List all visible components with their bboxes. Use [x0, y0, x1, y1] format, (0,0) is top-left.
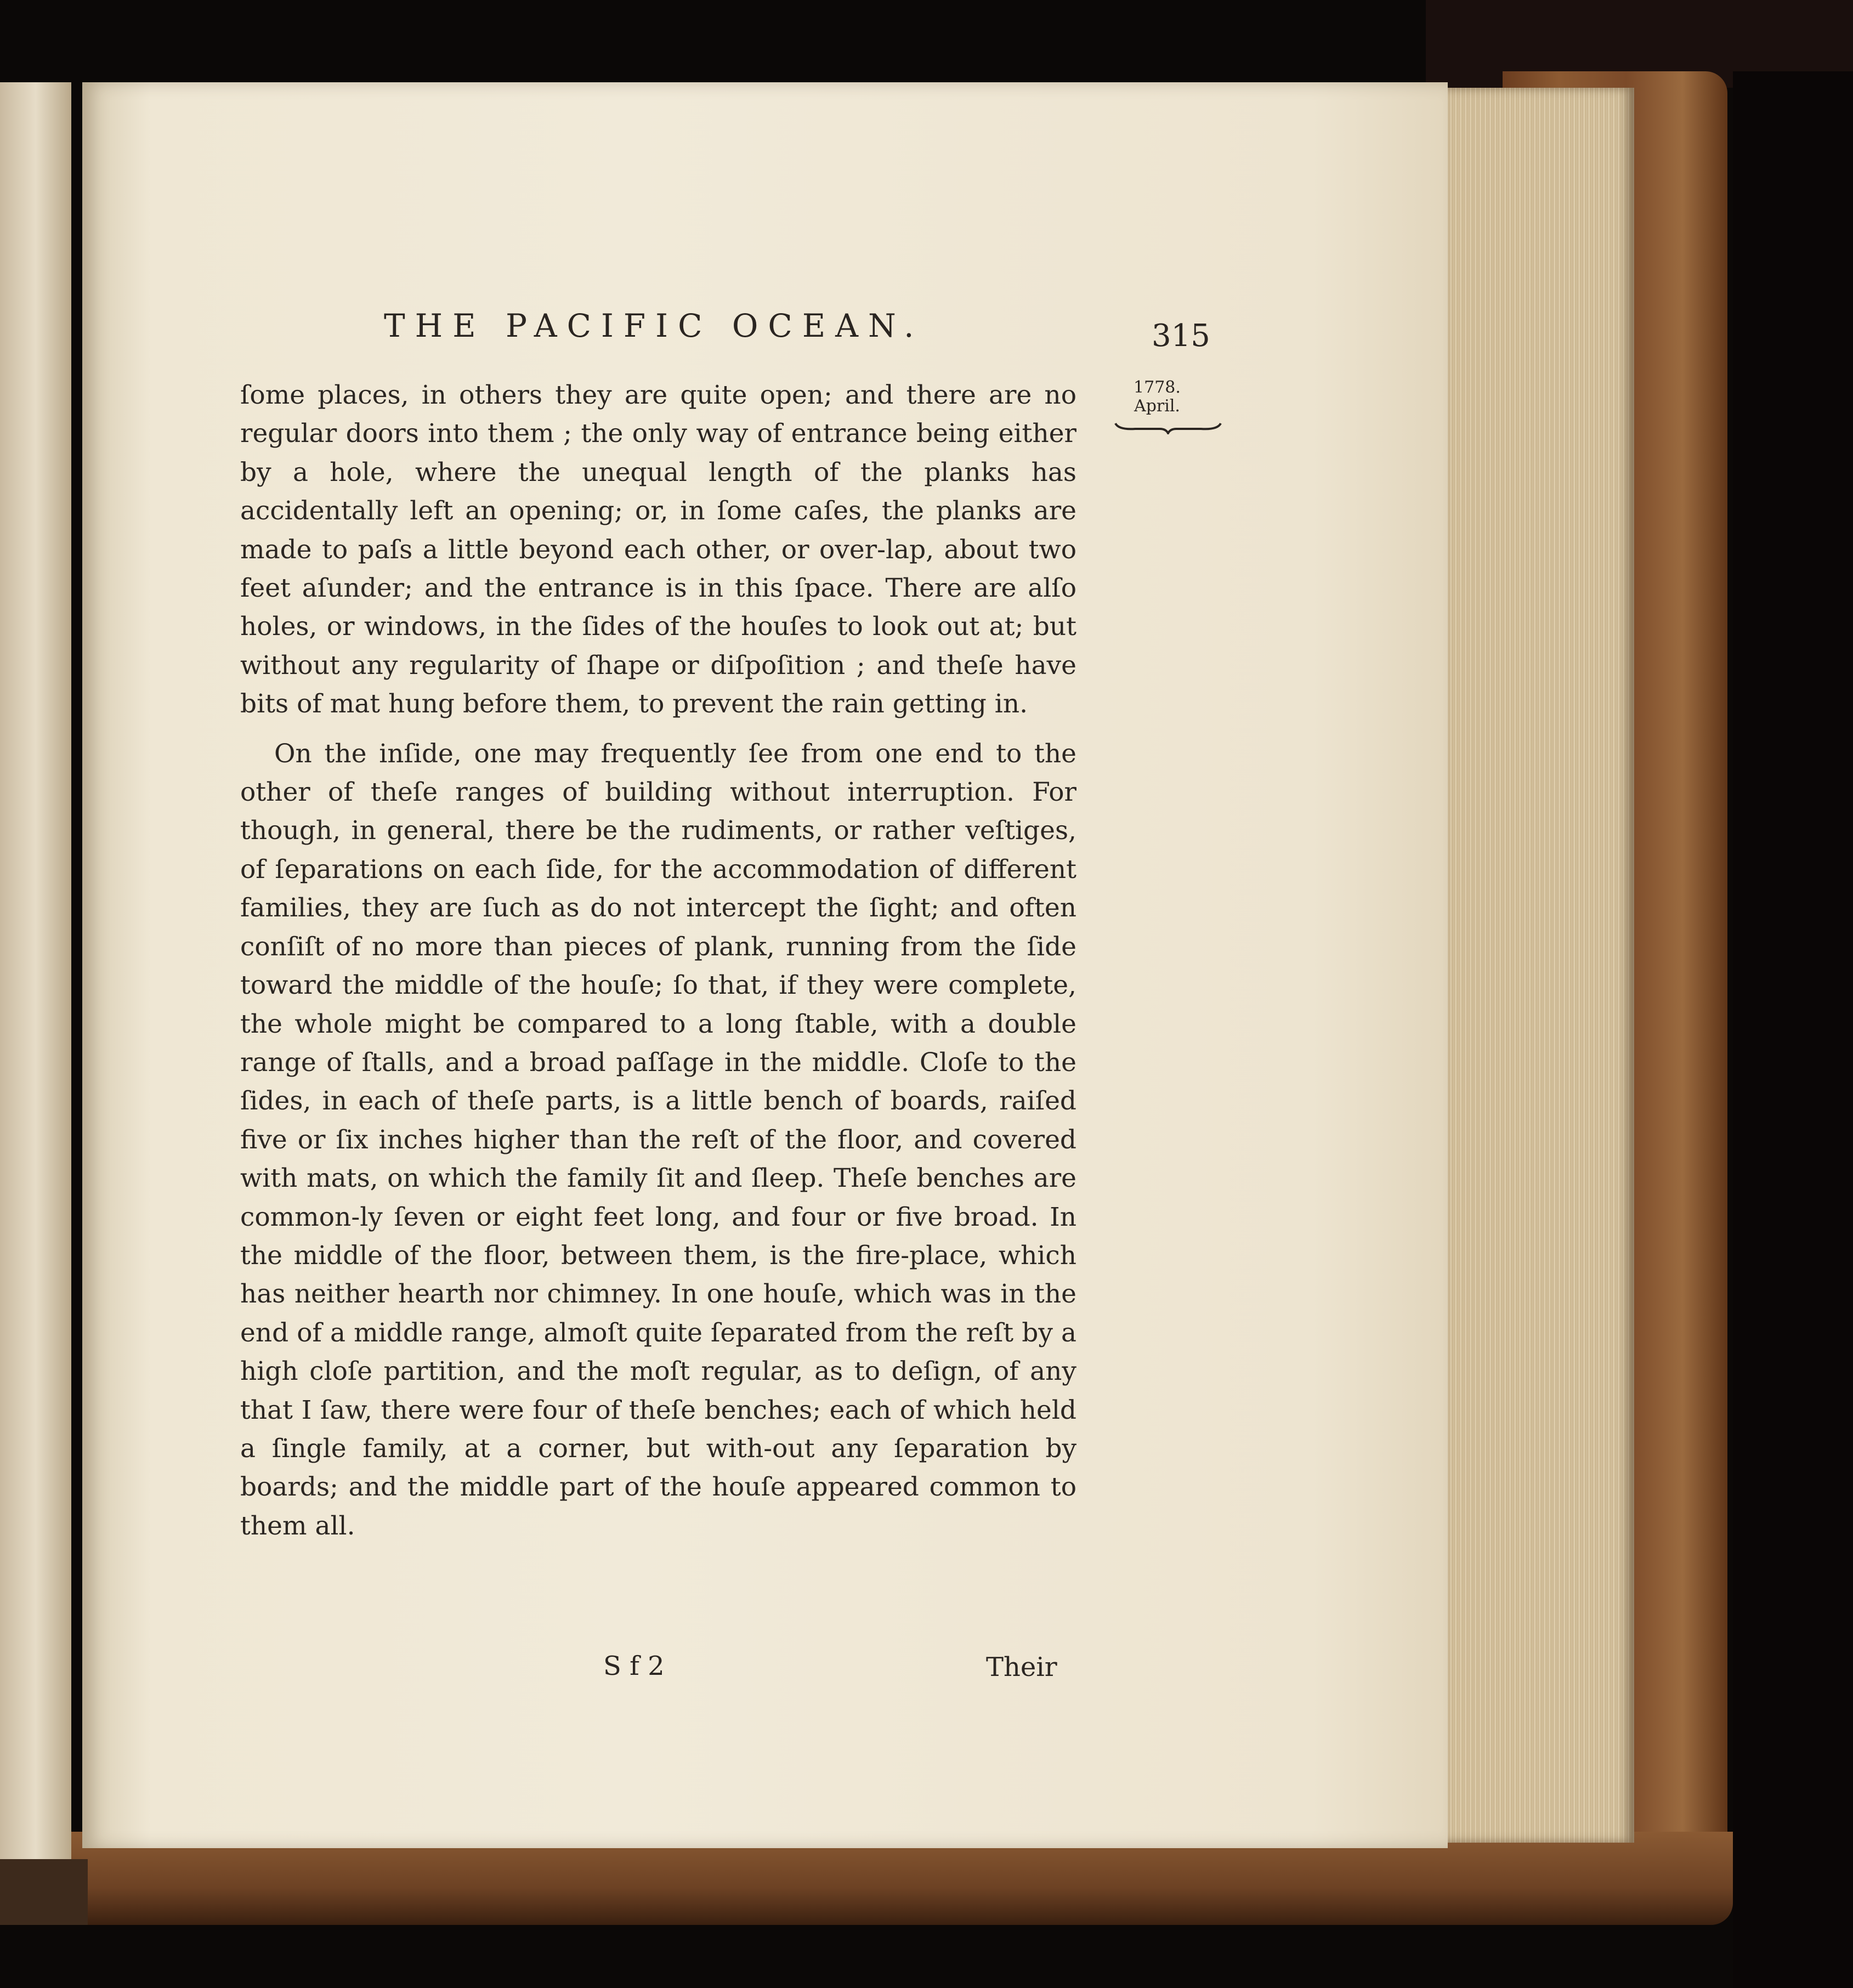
catchword: Their [986, 1652, 1057, 1683]
margin-note [1113, 378, 1201, 434]
body-text [240, 376, 1076, 1545]
running-head: THE PACIFIC OCEAN. [384, 307, 924, 344]
background-right [1733, 71, 1853, 1988]
paragraph: ſome places, in others they are quite open; and there are no regular doors into them ; the only way of entrance being either by a hole, where the unequal length of the planks has accidentally left an opening; or, in ſome caſes, the planks are made to paſs a little beyond each other, or over-lap, about two feet aſunder; and the entrance is in this ſpace. There are alſo holes, or windows, in the ſides of the houſes to look out at; but without any regularity of ſhape or diſpoſition ; and theſe have bits of mat hung before them, to prevent the rain getting in. [240, 380, 1076, 720]
page-fore-edge [1448, 88, 1634, 1843]
signature-mark: S f 2 [603, 1651, 665, 1681]
left-cover-corner [0, 1859, 88, 1925]
margin-note-month: April. [1134, 397, 1180, 416]
paragraph: On the inſide, one may frequently ſee from one end to the other of theſe ranges of building without interruption. For though, in general, there be the rudiments, or rather veſtiges, of ſeparations on each ſide, for the accommodation of different families, they are ſuch as do not intercept the ſight; and often conſiſt of no more than pieces of plank, running from the ſide toward the middle of the houſe; ſo that, if they were complete, the whole might be compared to a long ſtable, with a double range of ſtalls, and a broad paſſage in the middle. Cloſe to the ſides, in each of theſe parts, is a little bench of boards, raiſed five or ſix inches higher than the reſt of the floor, and covered with mats, on which the family ſit and ſleep. Theſe benches are common-ly ſeven or eight feet long, and four or five broad. In the middle of the floor, between them, is the fire-place, which has neither hearth nor chimney. In one houſe, which was in the end of a middle range, almoſt quite ſeparated from the reſt by a high cloſe partition, and the moſt regular, as to deſign, of any that I ſaw, there were four of theſe benches; each of which held a ſingle family, at a corner, but with-out any ſeparation by boards; and the middle part of the houſe appeared common to them all. [240, 738, 1076, 1541]
margin-note-year: 1778. [1134, 378, 1181, 397]
left-page [0, 82, 71, 1859]
brace-icon [1113, 419, 1223, 434]
page-number: 315 [1152, 318, 1210, 354]
